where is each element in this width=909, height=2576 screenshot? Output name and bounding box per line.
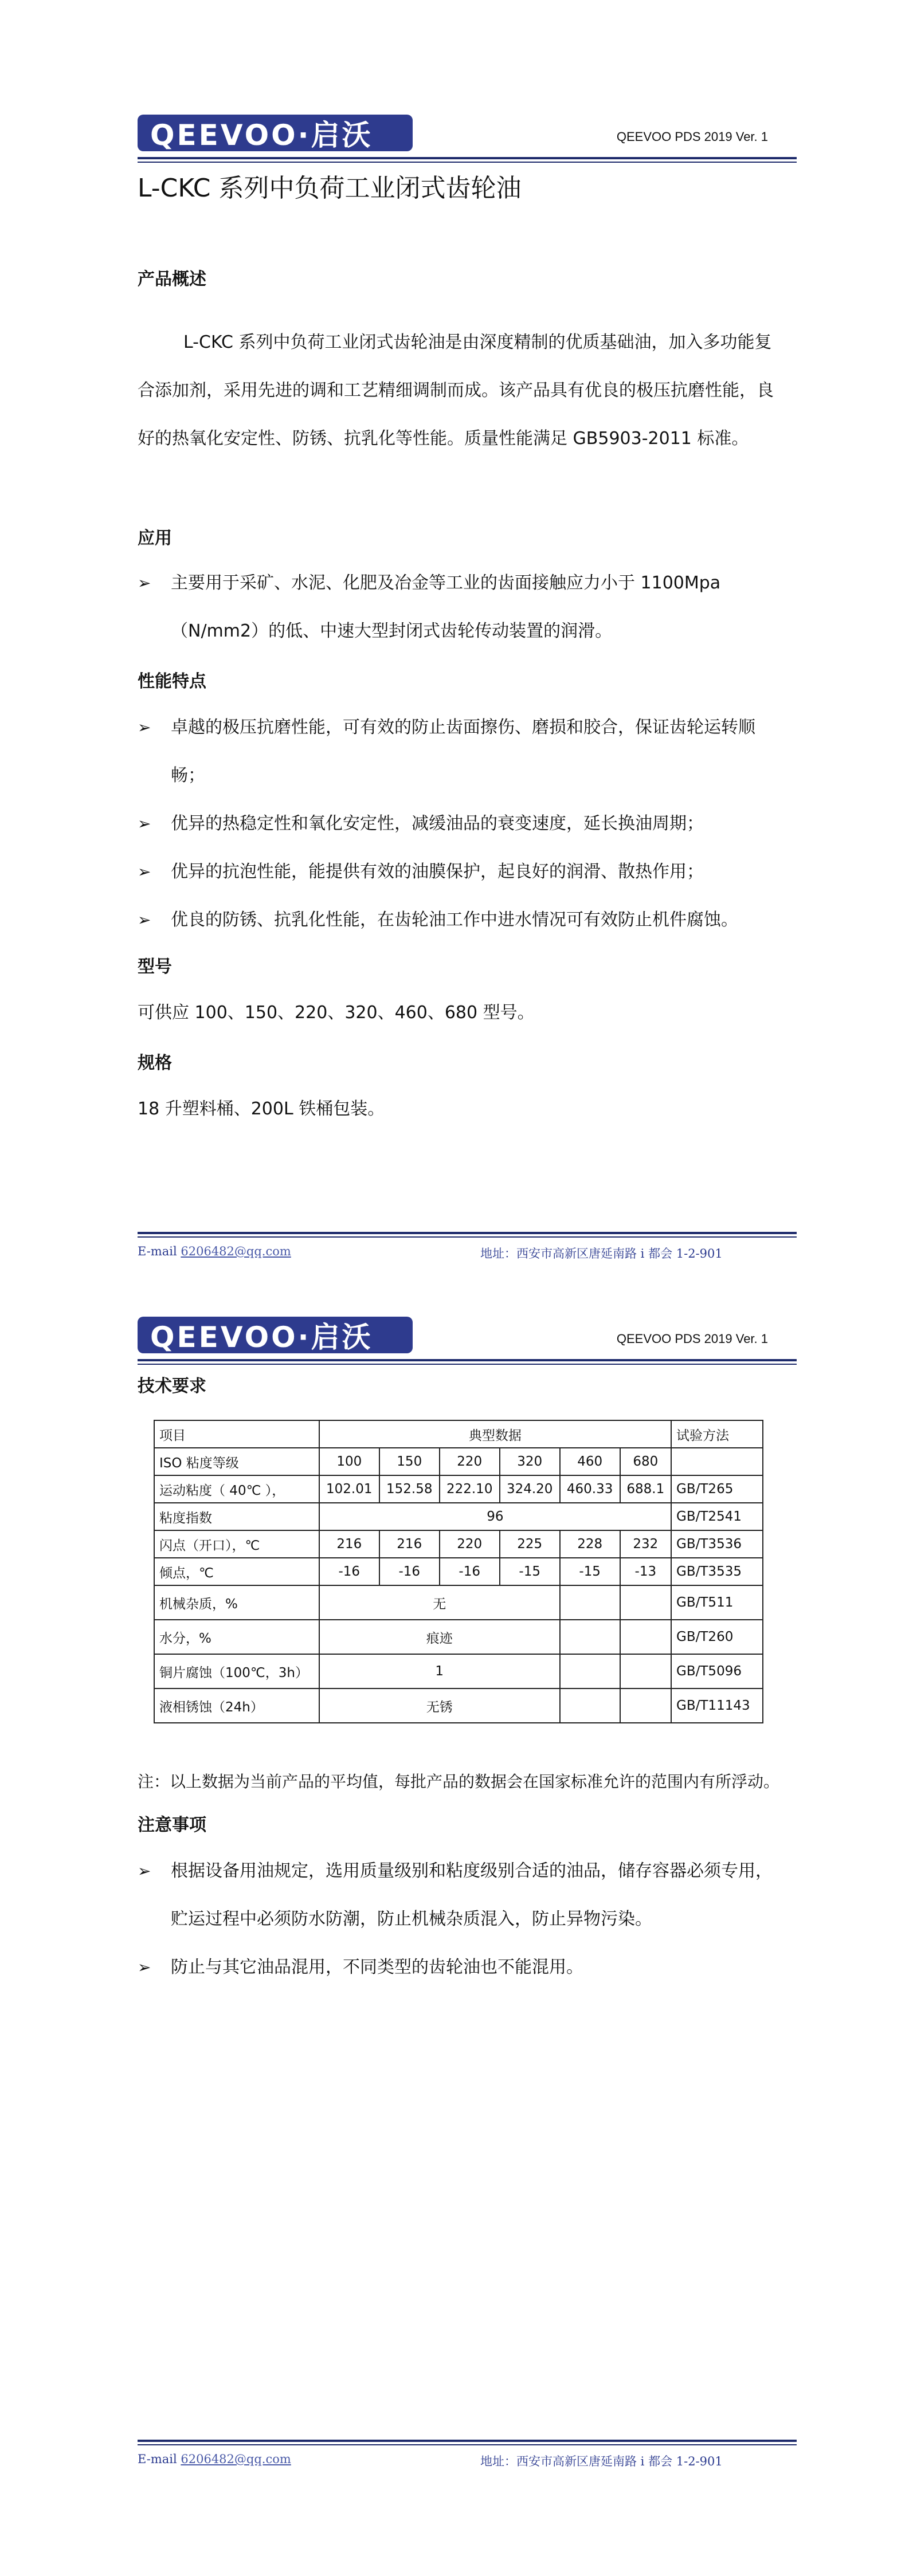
arrow-bullet-icon: ➢ (138, 910, 151, 929)
table-cell: 232 (620, 1530, 671, 1558)
table-cell: GB/T2541 (671, 1503, 763, 1530)
spec-table (154, 1420, 763, 1723)
section-heading: 产品概述 (138, 269, 206, 289)
footer-address: 地址：西安市高新区唐延南路 i 都会 1-2-901 (480, 2455, 723, 2468)
table-cell: 液相锈蚀（24h） (154, 1688, 319, 1723)
table-cell: GB/T11143 (671, 1688, 763, 1723)
table-cell: 220 (440, 1448, 500, 1475)
cautions-section (138, 1813, 785, 1838)
page-header (138, 115, 797, 160)
table-cell: 222.10 (440, 1475, 500, 1503)
overview-section (138, 267, 785, 292)
arrow-bullet-icon: ➢ (138, 814, 151, 833)
table-cell (620, 1654, 671, 1688)
table-cell (560, 1620, 620, 1654)
features-section (138, 669, 785, 694)
arrow-bullet-icon: ➢ (138, 1862, 151, 1880)
table-cell: GB/T5096 (671, 1654, 763, 1688)
packaging-body (138, 1085, 785, 1133)
grades-section (138, 955, 785, 980)
section-heading: 技术要求 (138, 1376, 206, 1396)
footer-divider (138, 1232, 797, 1234)
list-item: ➢ 优异的热稳定性和氧化安定性，减缓油品的衰变速度，延长换油周期； (138, 800, 785, 848)
footer-email: E-mail 6206482@qq.com (138, 1244, 291, 1258)
table-cell: 680 (620, 1448, 671, 1475)
table-cell: 无锈 (319, 1688, 560, 1723)
arrow-bullet-icon: ➢ (138, 862, 151, 881)
header-divider (138, 157, 797, 159)
table-cell: 无 (319, 1585, 560, 1620)
page-2 (0, 1288, 909, 2576)
table-cell (560, 1654, 620, 1688)
table-cell: -15 (500, 1558, 560, 1585)
logo-text: QEEVOO·启沃 (150, 119, 373, 152)
footer-address: 地址：西安市高新区唐延南路 i 都会 1-2-901 (480, 1247, 723, 1260)
section-heading: 应用 (138, 528, 172, 548)
table-cell: 216 (319, 1530, 379, 1558)
table-cell: 铜片腐蚀（100℃，3h） (154, 1654, 319, 1688)
email-link[interactable]: 6206482@qq.com (181, 1244, 291, 1258)
section-heading: 规格 (138, 1053, 172, 1073)
table-cell (620, 1585, 671, 1620)
cautions-list (138, 1847, 785, 1992)
table-cell: 216 (379, 1530, 440, 1558)
table-header-cell: 项目 (154, 1420, 319, 1448)
page-footer (138, 1232, 797, 1266)
overview-body (138, 319, 785, 463)
table-cell: 460.33 (560, 1475, 620, 1503)
table-cell: GB/T3535 (671, 1558, 763, 1585)
header-divider-thin (138, 162, 797, 163)
document-title: L-CKC 系列中负荷工业闭式齿轮油 (138, 174, 522, 203)
section-heading: 性能特点 (138, 672, 206, 692)
table-row (154, 1654, 763, 1688)
table-cell: 225 (500, 1530, 560, 1558)
table-row (154, 1475, 763, 1503)
arrow-bullet-icon: ➢ (138, 1958, 151, 1977)
table-cell: 220 (440, 1530, 500, 1558)
table-cell: 688.1 (620, 1475, 671, 1503)
table-cell: 96 (319, 1503, 671, 1530)
grades-text: 可供应 100、150、220、320、460、680 型号。 (138, 1003, 535, 1023)
section-heading: 型号 (138, 957, 172, 977)
arrow-bullet-icon: ➢ (138, 718, 151, 737)
header-version: QEEVOO PDS 2019 Ver. 1 (616, 1332, 768, 1346)
page-header (138, 1317, 797, 1362)
table-row (154, 1620, 763, 1654)
table-cell: 324.20 (500, 1475, 560, 1503)
table-cell (560, 1585, 620, 1620)
list-item: ➢ 根据设备用油规定，选用质量级别和粘度级别合适的油品，储存容器必须专用，贮运过程中必须防水防潮，防止机械杂质混入，防止异物污染。 (138, 1847, 785, 1943)
tech-section (138, 1374, 785, 1399)
footer-divider-thin (138, 1236, 797, 1238)
table-cell: 1 (319, 1654, 560, 1688)
table-cell: 228 (560, 1530, 620, 1558)
table-cell (620, 1620, 671, 1654)
table-cell: 粘度指数 (154, 1503, 319, 1530)
table-cell: 150 (379, 1448, 440, 1475)
footer-divider (138, 2440, 797, 2442)
table-cell: 102.01 (319, 1475, 379, 1503)
features-list (138, 704, 785, 944)
table-cell: 闪点（开口），℃ (154, 1530, 319, 1558)
footer-divider-thin (138, 2444, 797, 2445)
table-row (154, 1585, 763, 1620)
grades-body (138, 989, 785, 1037)
table-cell: 320 (500, 1448, 560, 1475)
arrow-bullet-icon: ➢ (138, 574, 151, 592)
table-cell: 运动粘度（ 40℃ ）， (154, 1475, 319, 1503)
table-cell: 痕迹 (319, 1620, 560, 1654)
table-cell: 100 (319, 1448, 379, 1475)
table-cell: 机械杂质，% (154, 1585, 319, 1620)
table-cell: -13 (620, 1558, 671, 1585)
table-cell: -16 (379, 1558, 440, 1585)
table-cell: -16 (440, 1558, 500, 1585)
table-row (154, 1688, 763, 1723)
table-cell (560, 1688, 620, 1723)
table-cell: 460 (560, 1448, 620, 1475)
table-cell: GB/T3536 (671, 1530, 763, 1558)
header-divider-thin (138, 1364, 797, 1365)
section-heading: 注意事项 (138, 1815, 206, 1835)
table-row (154, 1530, 763, 1558)
list-item: ➢ 防止与其它油品混用，不同类型的齿轮油也不能混用。 (138, 1943, 785, 1992)
table-cell: 水分，% (154, 1620, 319, 1654)
table-cell: -15 (560, 1558, 620, 1585)
list-item: ➢ 优异的抗泡性能，能提供有效的油膜保护，起良好的润滑、散热作用； (138, 848, 785, 896)
table-note: 注：以上数据为当前产品的平均值，每批产品的数据会在国家标准允许的范围内有所浮动。 (138, 1772, 780, 1791)
page-footer (138, 2440, 797, 2474)
table-cell: GB/T260 (671, 1620, 763, 1654)
application-section (138, 526, 785, 551)
list-item: ➢ 卓越的极压抗磨性能，可有效的防止齿面擦伤、磨损和胶合，保证齿轮运转顺畅； (138, 704, 785, 800)
header-divider (138, 1359, 797, 1361)
brand-logo (138, 115, 413, 151)
table-header-row (154, 1420, 763, 1448)
packaging-section (138, 1051, 785, 1076)
application-list (138, 559, 785, 655)
packaging-text: 18 升塑料桶、200L 铁桶包装。 (138, 1099, 385, 1119)
table-row (154, 1503, 763, 1530)
table-header-cell: 试验方法 (671, 1420, 763, 1448)
brand-logo (138, 1317, 413, 1353)
table-cell: GB/T265 (671, 1475, 763, 1503)
table-row (154, 1558, 763, 1585)
table-cell: ISO 粘度等级 (154, 1448, 319, 1475)
list-item: ➢ 优良的防锈、抗乳化性能，在齿轮油工作中进水情况可有效防止机件腐蚀。 (138, 896, 785, 944)
table-cell: 倾点，℃ (154, 1558, 319, 1585)
overview-paragraph: L-CKC 系列中负荷工业闭式齿轮油是由深度精制的优质基础油，加入多功能复合添加剂，采用先进的调和工艺精细调制而成。该产品具有优良的极压抗磨性能，良好的热氧化安定性、防锈、抗乳化等性能。质量性能满足 GB5903-2011 标准。 (138, 332, 774, 449)
header-version: QEEVOO PDS 2019 Ver. 1 (616, 129, 768, 144)
table-cell: -16 (319, 1558, 379, 1585)
table-cell: 152.58 (379, 1475, 440, 1503)
email-link[interactable]: 6206482@qq.com (181, 2452, 291, 2466)
table-cell (671, 1448, 763, 1475)
list-item: ➢ 主要用于采矿、水泥、化肥及冶金等工业的齿面接触应力小于 1100Mpa（N/mm2）的低、中速大型封闭式齿轮传动装置的润滑。 (138, 559, 785, 655)
table-cell: GB/T511 (671, 1585, 763, 1620)
logo-text: QEEVOO·启沃 (150, 1321, 373, 1354)
table-header-cell: 典型数据 (319, 1420, 671, 1448)
table-cell (620, 1688, 671, 1723)
table-row (154, 1448, 763, 1475)
footer-email: E-mail 6206482@qq.com (138, 2452, 291, 2466)
